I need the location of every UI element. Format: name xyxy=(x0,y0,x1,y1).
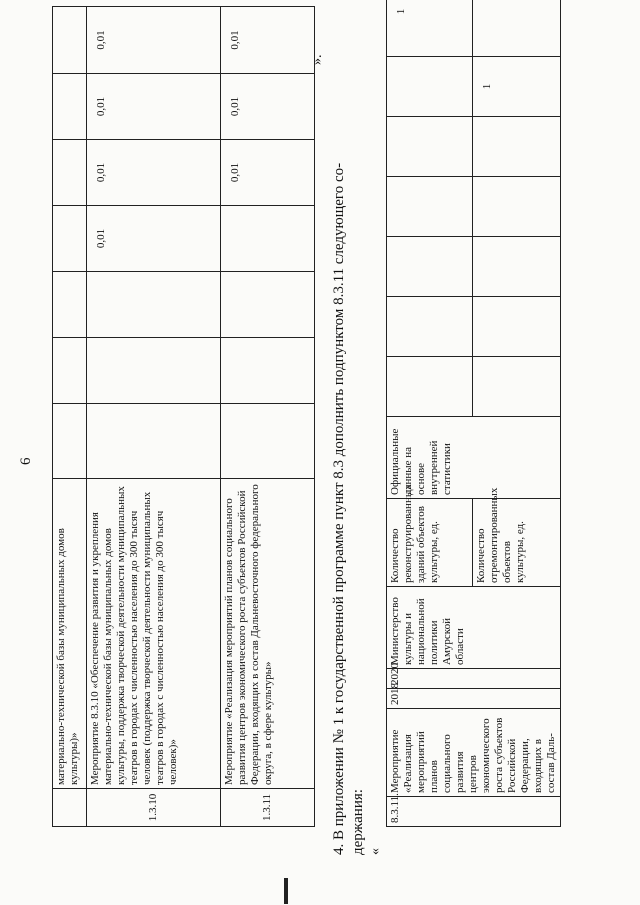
value-cell xyxy=(387,117,473,177)
value-cell: 0,01 xyxy=(87,74,221,140)
value-cell xyxy=(387,177,473,237)
value-cell xyxy=(472,237,560,297)
measure-text: Мероприятие «Реализация мероприятий планов социального развития центров экономического роста субъектов Российской Федерации, входящих в состав Дальневосточного федерального округа, в сфере культуры» xyxy=(221,479,315,789)
value-cell xyxy=(87,404,221,479)
value-cell xyxy=(53,404,87,479)
value-cell xyxy=(53,140,87,206)
data-source: Официальные данные на основе внутренней статистики xyxy=(387,417,561,499)
year-start: 2018 xyxy=(387,689,561,709)
value-cell xyxy=(387,237,473,297)
value-cell: 0,01 xyxy=(87,7,221,74)
row-number: 1.3.11 xyxy=(221,789,315,827)
value-cell xyxy=(221,404,315,479)
value-cell: 0,01 xyxy=(221,7,315,74)
subitem-name: Мероприятие «Реализация мероприятий планов социального развития центров экономического роста субъектов Российской Федерации, входящих в состав Даль- xyxy=(387,709,561,797)
value-cell xyxy=(221,338,315,404)
subitem-table xyxy=(386,0,561,827)
executor: Министерство культуры и национальной политики Амурской области xyxy=(387,587,561,669)
value-cell xyxy=(53,272,87,338)
amendment-paragraph-cont: держания: xyxy=(350,789,366,855)
measure-text: Мероприятие 8.3.10 «Обеспечение развития и укрепления материально-технической базы муниципальных домов культуры, поддержка творческой деятельности муниципальных театров в городах с численностью населения до 300 тысяч человек (поддержка творческой деятельности муниципальных театров в городах с численностью населения до 300 тысяч человек)» xyxy=(87,479,221,789)
table-row xyxy=(87,7,221,827)
value-cell xyxy=(472,297,560,357)
value-cell xyxy=(472,357,560,417)
value-cell xyxy=(387,297,473,357)
value-cell xyxy=(221,272,315,338)
value-cell: 1 xyxy=(472,57,560,117)
value-cell xyxy=(472,0,560,57)
binding-mark xyxy=(284,878,288,904)
measures-table xyxy=(52,6,315,827)
value-cell: 0,01 xyxy=(221,140,315,206)
value-cell xyxy=(387,57,473,117)
year-end: 2020 xyxy=(387,669,561,689)
value-cell xyxy=(53,7,87,74)
table-row xyxy=(387,0,473,827)
opening-quote: « xyxy=(368,848,383,855)
value-cell xyxy=(53,206,87,272)
table-row xyxy=(221,7,315,827)
value-cell xyxy=(53,338,87,404)
value-cell: 0,01 xyxy=(221,74,315,140)
value-cell xyxy=(87,272,221,338)
value-cell xyxy=(472,117,560,177)
closing-quote: ». xyxy=(310,54,325,65)
value-cell: 1 xyxy=(387,0,473,57)
subitem-number: 8.3.11. xyxy=(387,797,561,827)
indicator-reconstructed: Количество реконструированных зданий объектов культуры, ед. xyxy=(387,499,473,587)
page-number: 6 xyxy=(18,457,34,465)
value-cell xyxy=(472,177,560,237)
indicator-repaired: Количество отремонтированных объектов культуры, ед. xyxy=(472,499,560,587)
row-number: 1.3.10 xyxy=(87,789,221,827)
measure-text: материально-технической базы муниципальных домов культуры)» xyxy=(53,479,87,789)
amendment-paragraph: 4. В приложении № 1 к государственной программе пункт 8.3 дополнить подпунктом 8.3.11 следующего со- xyxy=(331,162,347,855)
value-cell xyxy=(387,357,473,417)
value-cell: 0,01 xyxy=(87,206,221,272)
row-number xyxy=(53,789,87,827)
value-cell xyxy=(53,74,87,140)
value-cell xyxy=(221,206,315,272)
value-cell: 0,01 xyxy=(87,140,221,206)
value-cell xyxy=(87,338,221,404)
table-row xyxy=(53,7,87,827)
